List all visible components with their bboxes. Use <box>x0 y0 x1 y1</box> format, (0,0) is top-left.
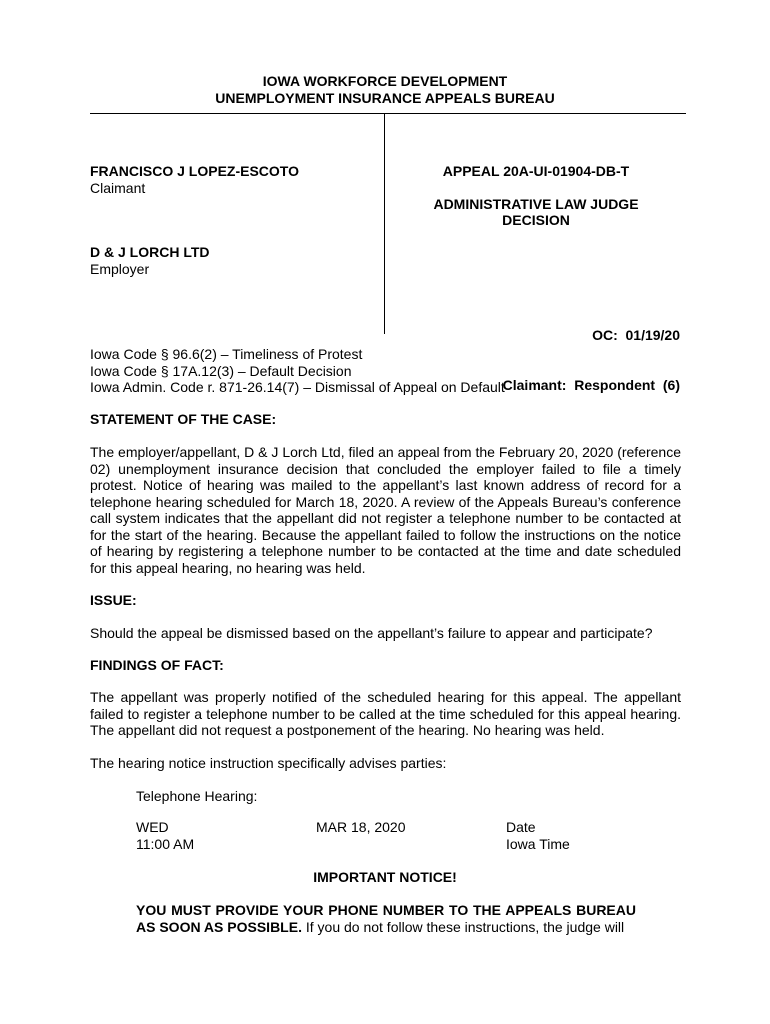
appeal-number: APPEAL 20A-UI-01904-DB-T <box>442 163 630 179</box>
appeal-block <box>386 163 686 229</box>
decision-title-line1: ADMINISTRATIVE LAW JUDGE <box>433 195 639 212</box>
findings-text: The appellant was properly notified of the scheduled hearing for this appeal. The appellant failed to register a telephone number to be called at the time scheduled for this appeal hearing. The appellant did not request a postponement of the hearing. No hearing was held. <box>90 689 681 738</box>
findings-heading: FINDINGS OF FACT: <box>90 657 224 673</box>
claimant-status: Claimant: Respondent (6) <box>502 376 680 393</box>
important-notice-text <box>136 902 636 935</box>
header-divider <box>384 114 385 334</box>
employer-name: D & J LORCH LTD <box>90 244 210 260</box>
code-citation: Iowa Admin. Code r. 871-26.14(7) – Dismissal of Appeal on Default <box>90 379 505 395</box>
notice-intro: The hearing notice instruction specifically advises parties: <box>90 755 447 771</box>
hearing-labels <box>506 819 570 852</box>
claimant-block <box>90 163 370 196</box>
claimant-name: FRANCISCO J LOPEZ-ESCOTO <box>90 163 299 179</box>
hearing-date: MAR 18, 2020 <box>316 819 406 835</box>
statement-text: The employer/appellant, D & J Lorch Ltd, filed an appeal from the February 20, 2020 (reference 02) unemployment insurance decision that concluded the employer failed to file a timely protest. Notice of hearing was mailed to the appellant’s last known address of record for a telephone hearing scheduled for March 18, 2020. A review of the Appeals Bureau’s conference call system indicates that the appellant did not register a telephone number to be contacted at for the start of the hearing. Because the appellant failed to follow the instructions on the notice of hearing by registering a telephone number to be contacted at the time and date scheduled for this appeal hearing, no hearing was held. <box>90 444 681 576</box>
agency-header <box>0 73 770 107</box>
header-rule <box>90 113 686 114</box>
important-notice-heading: IMPORTANT NOTICE! <box>313 869 457 885</box>
code-citations <box>90 346 681 396</box>
statement-heading: STATEMENT OF THE CASE: <box>90 411 277 427</box>
timezone-label: Iowa Time <box>506 835 570 852</box>
bureau-name: UNEMPLOYMENT INSURANCE APPEALS BUREAU <box>215 90 555 106</box>
oc-date: OC: 01/19/20 <box>592 327 680 343</box>
decision-title-line2: DECISION <box>502 212 570 228</box>
hearing-day: WED <box>136 819 169 835</box>
hearing-schedule <box>136 819 696 853</box>
issue-heading: ISSUE: <box>90 592 137 608</box>
decision-title <box>386 196 686 229</box>
employer-block <box>90 244 370 277</box>
must-provide-bold: YOU MUST PROVIDE YOUR PHONE NUMBER TO THE APPEALS BUREAU AS SOON AS POSSIBLE. <box>136 902 636 935</box>
claimant-role: Claimant <box>90 179 146 196</box>
hearing-day-time <box>136 819 194 852</box>
code-citation: Iowa Code § 96.6(2) – Timeliness of Protest <box>90 346 363 362</box>
issue-text: Should the appeal be dismissed based on the appellant’s failure to appear and participate? <box>90 625 653 641</box>
employer-role: Employer <box>90 260 150 277</box>
telephone-hearing-label: Telephone Hearing: <box>136 788 258 804</box>
date-label: Date <box>506 819 536 835</box>
code-citation: Iowa Code § 17A.12(3) – Default Decision <box>90 362 352 379</box>
hearing-time: 11:00 AM <box>136 835 195 852</box>
must-provide-rest: If you do not follow these instructions, the judge will <box>301 918 625 935</box>
agency-name: IOWA WORKFORCE DEVELOPMENT <box>262 73 508 89</box>
